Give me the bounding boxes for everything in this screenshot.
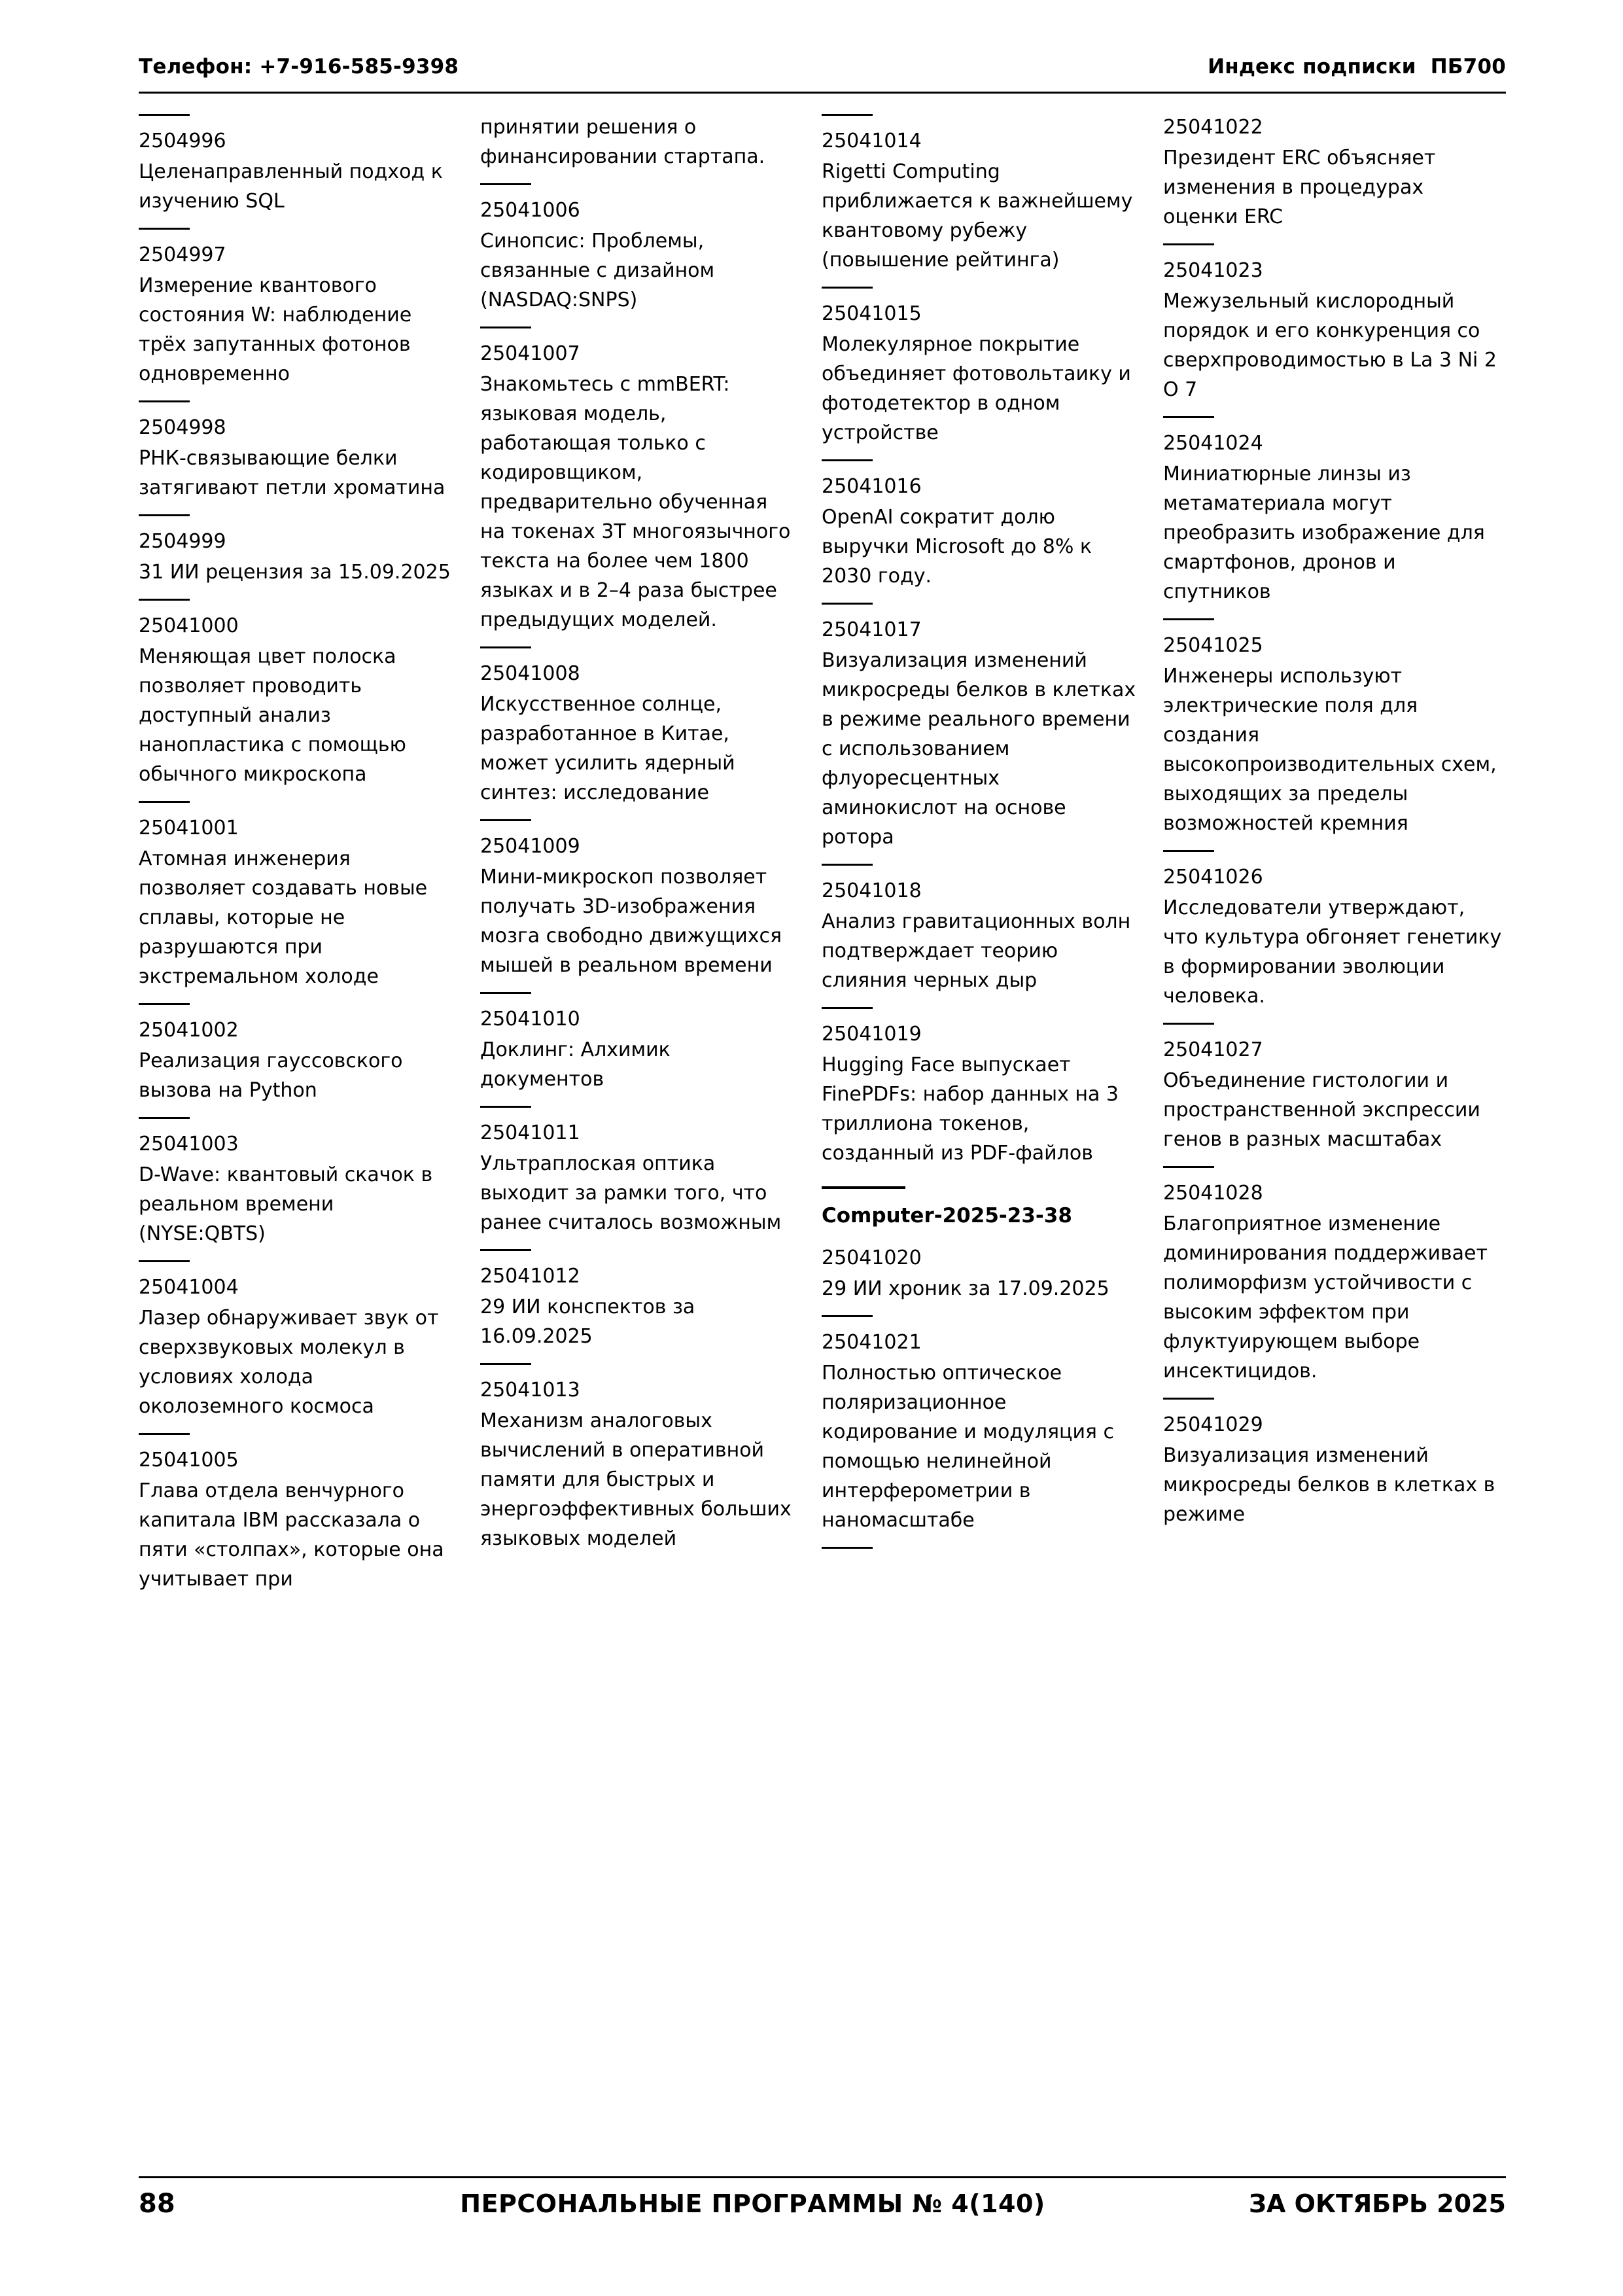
entry-number: 25041020 bbox=[822, 1246, 922, 1269]
list-item[interactable] bbox=[1163, 113, 1505, 232]
entry-separator bbox=[139, 1260, 190, 1262]
entry-title: Доклинг: Алхимик документов bbox=[480, 1038, 671, 1091]
entry-title: Межузельный кислородный порядок и его конкуренция со сверхпроводимостью в La 3 Ni 2 O 7 bbox=[1163, 290, 1497, 401]
entry-title: Rigetti Computing приближается к важнейшему квантовому рубежу (повышение рейтинга) bbox=[822, 160, 1133, 272]
entry-number: 25041029 bbox=[1163, 1413, 1263, 1436]
entry-title: OpenAI сократит долю выручки Microsoft до 8% к 2030 году. bbox=[822, 506, 1092, 588]
entry-title: Объединение гистологии и пространственной экспрессии генов в разных масштабах bbox=[1163, 1069, 1480, 1151]
entry-number: 25041010 bbox=[480, 1008, 580, 1031]
entry-separator bbox=[822, 1007, 873, 1009]
entry-separator bbox=[1163, 416, 1214, 418]
list-item[interactable] bbox=[480, 832, 797, 980]
list-item[interactable] bbox=[139, 1273, 455, 1421]
entry-separator bbox=[480, 183, 531, 185]
entry-number: 25041005 bbox=[139, 1449, 239, 1472]
list-item[interactable] bbox=[139, 126, 455, 216]
entry-number: 25041022 bbox=[1163, 116, 1263, 139]
entry-separator bbox=[822, 864, 873, 866]
entry-number: 25041017 bbox=[822, 618, 922, 641]
entry-separator bbox=[1163, 1166, 1214, 1168]
entry-separator bbox=[822, 114, 873, 116]
entry-title: Лазер обнаруживает звук от сверхзвуковых молекул в условиях холода околоземного космоса bbox=[139, 1307, 439, 1418]
entry-title: Искусственное солнце, разработанное в Китае, может усилить ядерный синтез: исследование bbox=[480, 693, 735, 804]
entry-number: 25041015 bbox=[822, 302, 922, 325]
entry-number: 25041007 bbox=[480, 342, 580, 365]
list-item[interactable] bbox=[1163, 1410, 1505, 1529]
list-item[interactable] bbox=[139, 413, 455, 503]
entry-number: 25041006 bbox=[480, 199, 580, 222]
list-item[interactable] bbox=[139, 1016, 455, 1105]
header-phone: Телефон: +7-916-585-9398 bbox=[139, 55, 459, 79]
header-divider bbox=[139, 92, 1506, 94]
column-3 bbox=[822, 113, 1163, 2161]
entry-separator bbox=[1163, 243, 1214, 245]
entry-number: 25041001 bbox=[139, 817, 239, 839]
list-item[interactable] bbox=[822, 876, 1138, 995]
entry-separator bbox=[480, 1106, 531, 1108]
entry-number: 25041008 bbox=[480, 662, 580, 685]
entry-separator bbox=[139, 114, 190, 116]
list-item[interactable] bbox=[1163, 1178, 1505, 1386]
entry-title: Анализ гравитационных волн подтверждает теорию слияния черных дыр bbox=[822, 910, 1131, 992]
entry-separator bbox=[480, 646, 531, 648]
section-heading: Computer-2025-23-38 bbox=[822, 1204, 1072, 1227]
continuation-text: принятии решения о финансировании стартапа. bbox=[480, 116, 765, 168]
entry-title: Полностью оптическое поляризационное кодирование и модуляция с помощью нелинейной интерферометрии в наномасштабе bbox=[822, 1361, 1115, 1532]
entry-separator bbox=[1163, 850, 1214, 852]
entry-title: Инженеры используют электрические поля для создания высокопроизводительных схем, выходящих за пределы возможностей кремния bbox=[1163, 665, 1497, 835]
column-2 bbox=[480, 113, 822, 2161]
list-item[interactable] bbox=[139, 1445, 455, 1594]
list-item[interactable] bbox=[1163, 862, 1505, 1011]
entry-number: 2504996 bbox=[139, 130, 226, 152]
entry-number: 25041003 bbox=[139, 1133, 239, 1156]
entry-number: 25041012 bbox=[480, 1265, 580, 1288]
entry-separator bbox=[139, 599, 190, 601]
list-item[interactable] bbox=[480, 659, 797, 807]
list-item[interactable] bbox=[480, 339, 797, 635]
entry-number: 25041004 bbox=[139, 1276, 239, 1299]
entry-title: Мини-микроскоп позволяет получать 3D-изображения мозга свободно движущихся мышей в реальном времени bbox=[480, 866, 782, 977]
footer-journal-title: ПЕРСОНАЛЬНЫЕ ПРОГРАММЫ № 4(140) bbox=[460, 2189, 1045, 2218]
entry-number: 25041024 bbox=[1163, 432, 1263, 455]
entry-separator bbox=[822, 1315, 873, 1317]
entry-number: 25041018 bbox=[822, 879, 922, 902]
entry-number: 25041013 bbox=[480, 1379, 580, 1402]
entry-separator bbox=[480, 992, 531, 994]
entry-title: Измерение квантового состояния W: наблюдение трёх запутанных фотонов одновременно bbox=[139, 274, 412, 385]
page-footer bbox=[139, 2189, 1506, 2219]
entry-title: 29 ИИ конспектов за 16.09.2025 bbox=[480, 1296, 695, 1348]
article-columns bbox=[139, 113, 1506, 2161]
column-1 bbox=[139, 113, 480, 2161]
header-subscription-index: Индекс подписки ПБ700 bbox=[1208, 55, 1506, 79]
entry-separator bbox=[1163, 618, 1214, 620]
entry-title: Благоприятное изменение доминирования поддерживает полиморфизм устойчивости с высоким эффектом при флуктуирующем выборе инсектицидов. bbox=[1163, 1212, 1488, 1383]
entry-title: Президент ERC объясняет изменения в процедурах оценки ERC bbox=[1163, 147, 1436, 228]
entry-separator bbox=[480, 819, 531, 821]
list-item[interactable] bbox=[480, 1118, 797, 1237]
entry-title: 29 ИИ хроник за 17.09.2025 bbox=[822, 1277, 1109, 1300]
entry-separator bbox=[1163, 1023, 1214, 1025]
entry-number: 25041014 bbox=[822, 130, 922, 152]
entry-title: Ультраплоская оптика выходит за рамки того, что ранее считалось возможным bbox=[480, 1152, 782, 1234]
list-item[interactable] bbox=[139, 240, 455, 389]
entry-number: 2504997 bbox=[139, 243, 226, 266]
entry-separator bbox=[480, 1363, 531, 1365]
entry-number: 25041000 bbox=[139, 614, 239, 637]
page-number: 88 bbox=[139, 2189, 175, 2219]
list-item[interactable] bbox=[1163, 429, 1505, 607]
list-item[interactable] bbox=[1163, 256, 1505, 404]
entry-separator bbox=[480, 1249, 531, 1251]
list-item[interactable] bbox=[1163, 631, 1505, 838]
page-header bbox=[139, 55, 1506, 79]
footer-divider bbox=[139, 2176, 1506, 2178]
entry-number: 25041023 bbox=[1163, 259, 1263, 282]
entry-separator bbox=[139, 1433, 190, 1435]
entry-separator bbox=[139, 514, 190, 516]
entry-title: 31 ИИ рецензия за 15.09.2025 bbox=[139, 561, 451, 584]
entry-separator bbox=[139, 801, 190, 803]
list-item[interactable] bbox=[139, 1129, 455, 1248]
entry-number: 25041028 bbox=[1163, 1182, 1263, 1205]
list-item[interactable] bbox=[139, 527, 455, 587]
entry-separator bbox=[139, 400, 190, 402]
footer-issue-date: ЗА ОКТЯБРЬ 2025 bbox=[1249, 2189, 1506, 2218]
list-item[interactable] bbox=[822, 472, 1138, 591]
entry-number: 2504998 bbox=[139, 416, 226, 439]
list-item[interactable] bbox=[822, 126, 1138, 275]
entry-title: РНК-связывающие белки затягивают петли хроматина bbox=[139, 447, 445, 499]
list-item[interactable] bbox=[822, 1019, 1138, 1168]
list-item[interactable] bbox=[480, 1375, 797, 1553]
entry-separator bbox=[139, 1117, 190, 1119]
entry-number: 25041021 bbox=[822, 1330, 922, 1354]
entry-separator bbox=[822, 459, 873, 461]
section-separator bbox=[822, 1186, 905, 1189]
entry-number: 25041009 bbox=[480, 835, 580, 858]
entry-title: D-Wave: квантовый скачок в реальном времени (NYSE:QBTS) bbox=[139, 1163, 433, 1245]
list-item[interactable] bbox=[139, 611, 455, 789]
list-item[interactable] bbox=[822, 1243, 1138, 1303]
entry-separator bbox=[1163, 1398, 1214, 1400]
entry-separator bbox=[139, 1003, 190, 1005]
entry-number: 25041011 bbox=[480, 1122, 580, 1144]
entry-title: Атомная инженерия позволяет создавать новые сплавы, которые не разрушаются при экстремальном холоде bbox=[139, 847, 428, 988]
entry-title: Реализация гауссовского вызова на Python bbox=[139, 1050, 403, 1102]
entry-title: Миниатюрные линзы из метаматериала могут преобразить изображение для смартфонов, дронов и спутников bbox=[1163, 463, 1485, 603]
entry-number: 25041025 bbox=[1163, 634, 1263, 657]
entry-title: Исследователи утверждают, что культура обгоняет генетику в формировании эволюции человека. bbox=[1163, 896, 1502, 1008]
entry-separator bbox=[822, 287, 873, 289]
list-item[interactable] bbox=[822, 1328, 1138, 1535]
entry-number: 25041027 bbox=[1163, 1038, 1263, 1061]
list-item[interactable] bbox=[480, 1262, 797, 1351]
entry-number: 2504999 bbox=[139, 530, 226, 553]
entry-number: 25041026 bbox=[1163, 866, 1263, 889]
list-item[interactable] bbox=[139, 813, 455, 991]
entry-title: Меняющая цвет полоска позволяет проводить доступный анализ нанопластика с помощью обычного микроскопа bbox=[139, 645, 406, 786]
entry-title: Hugging Face выпускает FinePDFs: набор данных на 3 триллиона токенов, созданный из PDF-файлов bbox=[822, 1053, 1119, 1165]
entry-number: 25041019 bbox=[822, 1023, 922, 1046]
entry-title: Глава отдела венчурного капитала IBM рассказала о пяти «столпах», которые она учитывает при bbox=[139, 1479, 444, 1591]
list-item[interactable] bbox=[1163, 1035, 1505, 1154]
list-item[interactable] bbox=[480, 1004, 797, 1094]
entry-number: 25041002 bbox=[139, 1019, 239, 1042]
entry-separator bbox=[822, 603, 873, 605]
list-item[interactable] bbox=[822, 299, 1138, 448]
list-item[interactable] bbox=[822, 615, 1138, 852]
entry-separator bbox=[822, 1547, 873, 1549]
entry-title: Визуализация изменений микросреды белков в клетках в режиме реального времени с использованием флуоресцентных аминокислот на основе ротора bbox=[822, 649, 1136, 849]
entry-title: Синопсис: Проблемы, связанные с дизайном (NASDAQ:SNPS) bbox=[480, 230, 715, 311]
entry-separator bbox=[139, 228, 190, 230]
entry-title: Механизм аналоговых вычислений в оперативной памяти для быстрых и энергоэффективных больших языковых моделей bbox=[480, 1409, 792, 1550]
list-item[interactable] bbox=[480, 196, 797, 315]
entry-separator bbox=[480, 327, 531, 328]
entry-title: Визуализация изменений микросреды белков в клетках в режиме bbox=[1163, 1444, 1495, 1526]
column-4 bbox=[1163, 113, 1505, 2161]
entry-title: Целенаправленный подход к изучению SQL bbox=[139, 160, 443, 213]
entry-title: Знакомьтесь с mmBERT: языковая модель, работающая только с кодировщиком, предварительно обученная на токенах 3Т многоязычного текста на более чем 1800 языках и в 2–4 раза быстрее предыдущих моделей. bbox=[480, 373, 791, 631]
entry-number: 25041016 bbox=[822, 475, 922, 498]
entry-title: Молекулярное покрытие объединяет фотовольтаику и фотодетектор в одном устройстве bbox=[822, 333, 1131, 444]
